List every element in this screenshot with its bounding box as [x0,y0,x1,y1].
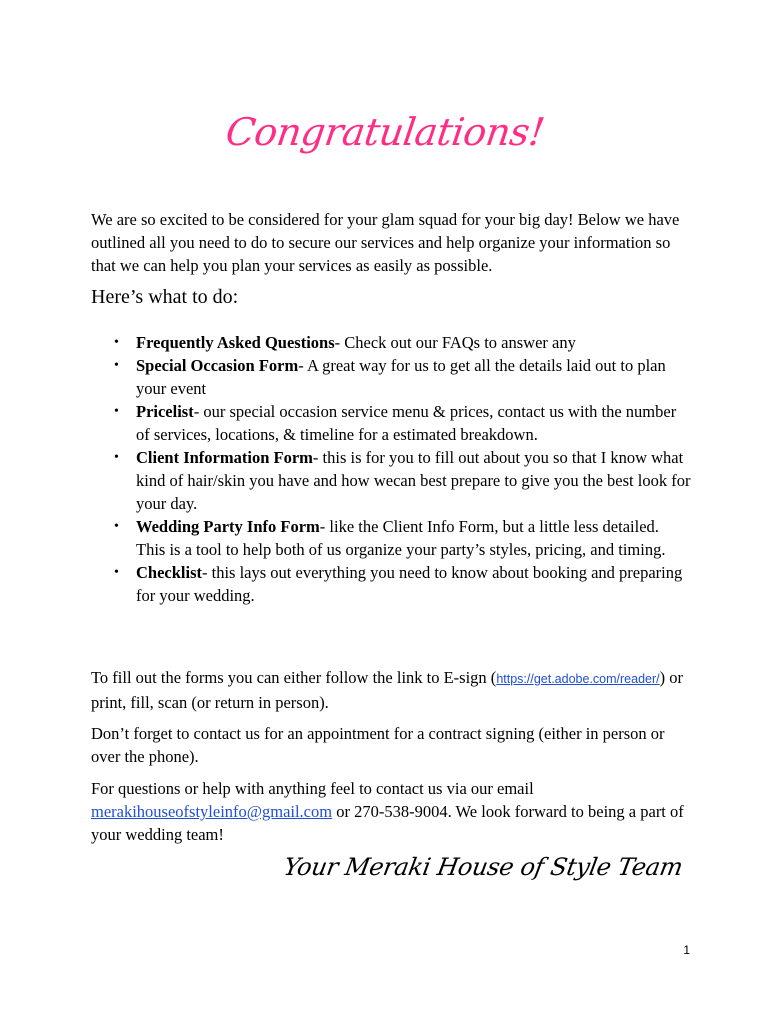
list-item-text: - this lays out everything you need to know about booking and preparing for your wedding. [136,563,683,605]
list-item [91,515,691,561]
adobe-reader-link[interactable]: https://get.adobe.com/reader/ [496,672,660,686]
forms-text-before: To fill out the forms you can either follow the link to E-sign ( [91,668,497,687]
list-item-text: - Check out our FAQs to answer any [334,333,576,352]
list-item-label: Client Information Form [136,448,313,467]
page-title: Congratulations! [223,110,547,154]
questions-text-after: or 270-538-9004. We look forward to being a part of your wedding team! [91,802,684,844]
list-item [91,561,691,607]
bullet-icon: • [114,404,119,419]
intro-paragraph: We are so excited to be considered for your glam squad for your big day! Below we have outlined all you need to do to secure our services and help organize your information so that we can help you plan your services as easily as possible. [91,210,680,275]
list-item [91,446,691,515]
forms-paragraph [91,666,691,714]
signature: Your Meraki House of Style Team [281,853,685,881]
list-item [91,400,691,446]
bullet-icon: • [114,565,119,580]
todo-list [91,331,691,607]
list-item-text: - our special occasion service menu & prices, contact us with the number of services, locations, & timeline for a estimated breakdown. [136,402,677,444]
forms-text-after: ) or print, fill, scan (or return in person). [91,668,683,712]
list-item-label: Pricelist [136,402,194,421]
list-item-label: Frequently Asked Questions [136,333,335,352]
list-item [91,354,691,400]
list-item-text: - this is for you to fill out about you so that I know what kind of hair/skin you have and how wecan best prepare to give you the best look for your day. [136,448,691,513]
list-item-label: Checklist [136,563,202,582]
list-item [91,331,691,354]
bullet-icon: • [114,519,119,534]
bullet-icon: • [114,335,119,350]
list-item-label: Special Occasion Form [136,356,299,375]
questions-text-before: For questions or help with anything feel to contact us via our email [91,779,534,798]
bullet-icon: • [114,358,119,373]
contract-paragraph: Don’t forget to contact us for an appointment for a contract signing (either in person or over the phone). [91,724,665,766]
bullet-icon: • [114,450,119,465]
section-heading: Here’s what to do: [91,286,239,308]
list-item-label: Wedding Party Info Form [136,517,320,536]
list-item-text: - A great way for us to get all the details laid out to plan your event [136,356,666,398]
page-number: 1 [683,943,690,957]
email-link[interactable]: merakihouseofstyleinfo@gmail.com [91,802,333,821]
list-item-text: - like the Client Info Form, but a little less detailed. This is a tool to help both of us organize your party’s styles, pricing, and timing. [136,517,666,559]
questions-paragraph [91,777,691,846]
